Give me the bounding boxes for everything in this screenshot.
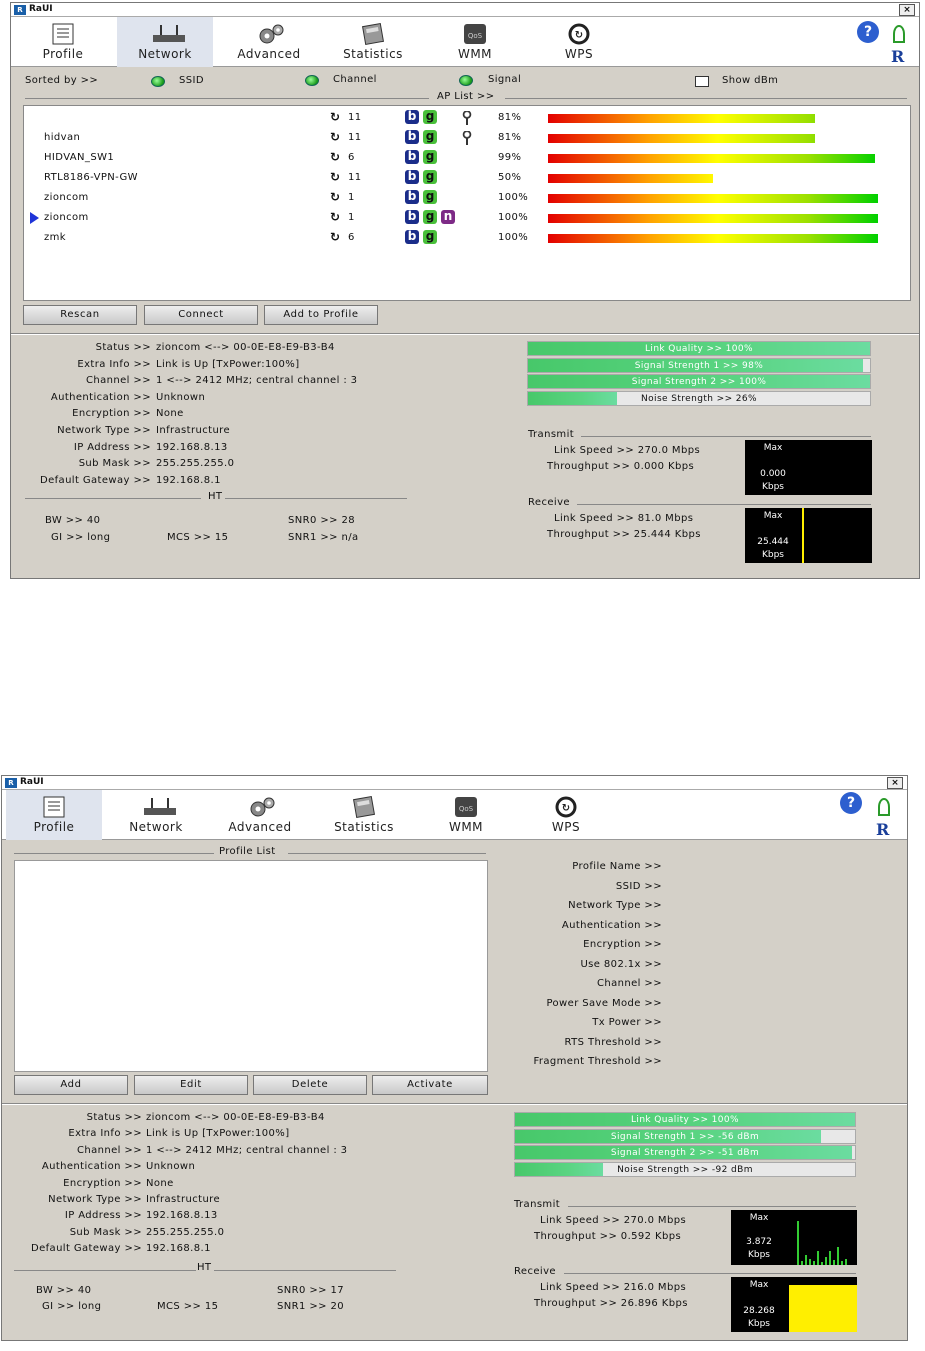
sort-ssid-label: SSID [179, 75, 204, 86]
qos-icon [461, 23, 489, 45]
tab-wmm[interactable] [418, 790, 514, 840]
rx-graph-unit: Kbps [747, 1319, 771, 1329]
section-separator [2, 1103, 907, 1105]
link-quality-meter [514, 1112, 856, 1127]
profile-icon [40, 796, 68, 818]
receive-divider [564, 1273, 856, 1274]
tab-label: Advanced [228, 820, 292, 834]
meter-label: Signal Strength 1 >> 98% [634, 360, 764, 371]
ap-list-row[interactable] [24, 108, 910, 128]
tab-wps[interactable] [531, 17, 627, 67]
tx-graph-bar [801, 1261, 803, 1265]
status-value: Link is Up [TxPower:100%] [146, 1128, 290, 1140]
channel-icon: ↻ [330, 110, 341, 124]
tx-graph-bar [845, 1259, 847, 1265]
ap-ssid: RTL8186-VPN-GW [44, 172, 138, 183]
sort-signal-label: Signal [488, 74, 522, 85]
ap-list-divider [505, 98, 907, 99]
close-button[interactable]: × [887, 777, 903, 789]
svg-text:QoS: QoS [458, 805, 474, 813]
channel-icon: ↻ [330, 150, 341, 164]
receive-title: Receive [528, 497, 570, 508]
gears-icon [246, 796, 274, 818]
rx-graph [745, 508, 872, 563]
selected-arrow-icon [30, 212, 39, 224]
ht-mcs: MCS >> 15 [167, 532, 229, 543]
mode-g-icon: g [423, 130, 437, 144]
window-title: RaUI [29, 4, 53, 14]
ht-divider [25, 498, 201, 499]
ap-signal: 99% [498, 152, 522, 163]
status-label: Sub Mask >> [69, 1226, 142, 1238]
signal-bar [548, 114, 815, 123]
status-label: Encryption >> [72, 408, 151, 420]
mode-b-icon: b [405, 130, 419, 144]
ht-snr1: SNR1 >> n/a [288, 532, 359, 543]
status-label: Authentication >> [50, 391, 151, 403]
window-title: RaUI [20, 777, 44, 787]
ap-signal: 100% [498, 192, 529, 203]
status-label: IP Address >> [64, 1210, 142, 1222]
tx-graph-max: Max [763, 443, 783, 453]
rx-graph-value: 25.444 [757, 537, 789, 547]
signal-strength-1-meter [527, 358, 871, 373]
mode-g-icon: g [423, 170, 437, 184]
channel-icon: ↻ [330, 190, 341, 204]
ap-signal: 50% [498, 172, 522, 183]
tx-graph-unit: Kbps [761, 482, 785, 492]
profile-icon [49, 23, 77, 45]
ht-title: HT [197, 1262, 212, 1273]
tab-statistics[interactable] [325, 17, 421, 67]
profile-field-label: Network Type >> [568, 900, 662, 911]
ap-ssid: HIDVAN_SW1 [44, 152, 115, 163]
tab-profile[interactable] [15, 17, 111, 67]
calculator-icon [359, 23, 387, 45]
show-dbm-label: Show dBm [722, 75, 779, 86]
mode-g-icon: g [423, 150, 437, 164]
profile-field-label: Use 802.1x >> [580, 958, 662, 970]
svg-text:↻: ↻ [561, 803, 571, 814]
mode-b-icon: b [405, 170, 419, 184]
meter-label: Signal Strength 1 >> -56 dBm [610, 1131, 760, 1142]
toolbar [2, 790, 907, 840]
ap-list[interactable] [23, 105, 911, 301]
signal-bar [548, 174, 713, 183]
profile-field-label: Authentication >> [561, 919, 662, 931]
signal-bar [548, 194, 878, 203]
profile-window [1, 775, 908, 1341]
mode-n-icon: n [441, 210, 455, 224]
status-value: 1 <--> 2412 MHz; central channel : 3 [146, 1144, 348, 1156]
status-value: Link is Up [TxPower:100%] [156, 358, 300, 370]
tab-profile[interactable] [6, 790, 102, 840]
status-label: Network Type >> [57, 425, 151, 436]
profile-list[interactable] [14, 860, 488, 1072]
channel-icon: ↻ [330, 170, 341, 184]
tab-label: Network [129, 820, 183, 834]
tx-graph-bar [829, 1251, 831, 1265]
ap-channel: 1 [348, 192, 355, 203]
gears-icon [255, 23, 283, 45]
ap-signal: 81% [498, 132, 522, 143]
tab-label: Profile [33, 820, 75, 834]
ap-ssid: zmk [44, 232, 66, 243]
tab-statistics[interactable] [316, 790, 412, 840]
delete-button[interactable]: Delete [253, 1075, 367, 1095]
meter-label: Noise Strength >> 26% [641, 394, 757, 405]
network-window [10, 2, 920, 579]
ht-bw: BW >> 40 [45, 515, 101, 526]
ap-signal: 100% [498, 232, 529, 243]
status-label: Authentication >> [41, 1161, 142, 1173]
sorted-by-label: Sorted by >> [25, 75, 99, 86]
tx-graph-value: 0.000 [760, 469, 786, 479]
tx-throughput: Throughput >> 0.000 Kbps [547, 461, 695, 472]
edit-button[interactable]: Edit [134, 1075, 248, 1095]
receive-divider [577, 504, 871, 505]
rx-throughput: Throughput >> 25.444 Kbps [547, 529, 701, 540]
tx-graph [731, 1210, 857, 1265]
ap-channel: 6 [348, 232, 355, 243]
add-to-profile-button[interactable]: Add to Profile [264, 305, 378, 325]
close-button[interactable]: × [899, 4, 915, 16]
tab-label: WPS [564, 47, 594, 61]
qos-icon [452, 796, 480, 818]
ap-list-title: AP List >> [437, 91, 495, 102]
title-bar [2, 776, 907, 790]
tab-advanced[interactable] [212, 790, 308, 840]
tab-wmm[interactable] [427, 17, 523, 67]
key-icon [462, 111, 472, 125]
mode-g-icon: g [423, 210, 437, 224]
status-label: Channel >> [77, 1144, 142, 1156]
status-value: Unknown [146, 1161, 196, 1173]
ap-ssid: zioncom [44, 192, 89, 203]
link-quality-meter [527, 341, 871, 356]
profile-list-divider [288, 853, 486, 854]
transmit-title: Transmit [528, 429, 575, 440]
status-value: Unknown [156, 391, 206, 403]
wps-icon [552, 796, 580, 818]
transmit-title: Transmit [514, 1199, 561, 1210]
tx-graph-bar [837, 1247, 839, 1265]
signal-strength-2-meter [514, 1145, 856, 1160]
profile-field-label: Channel >> [597, 978, 662, 989]
status-value: None [156, 408, 184, 420]
mode-b-icon: b [405, 110, 419, 124]
app-icon: R [5, 778, 17, 788]
status-label: Status >> [95, 342, 151, 353]
meter-label: Signal Strength 2 >> -51 dBm [610, 1148, 760, 1158]
tx-graph-bar [817, 1251, 819, 1265]
mode-g-icon: g [423, 230, 437, 244]
channel-icon: ↻ [330, 230, 341, 244]
ht-gi: GI >> long [51, 532, 111, 543]
sort-channel-radio[interactable] [305, 75, 319, 86]
status-value: 1 <--> 2412 MHz; central channel : 3 [156, 375, 358, 387]
tx-graph [745, 440, 872, 495]
app-icon: R [14, 5, 26, 15]
receive-title: Receive [514, 1266, 556, 1277]
tab-label: Profile [42, 47, 84, 61]
ht-mcs: MCS >> 15 [157, 1301, 219, 1312]
ht-snr0: SNR0 >> 28 [288, 515, 355, 526]
ht-gi: GI >> long [42, 1301, 102, 1312]
status-label: Network Type >> [48, 1194, 142, 1205]
toolbar [11, 17, 919, 67]
status-value: Infrastructure [156, 425, 231, 436]
ht-snr0: SNR0 >> 17 [277, 1285, 344, 1296]
status-value: None [146, 1177, 174, 1189]
tab-network[interactable] [108, 790, 204, 840]
router-icon [142, 796, 170, 818]
tab-label: WPS [551, 820, 581, 834]
tx-graph-max: Max [749, 1213, 769, 1223]
svg-text:QoS: QoS [467, 32, 483, 40]
status-label: Sub Mask >> [78, 458, 151, 470]
key-icon [462, 131, 472, 145]
tab-label: Network [138, 47, 192, 61]
tx-graph-unit: Kbps [747, 1250, 771, 1260]
status-value: 192.168.8.1 [146, 1243, 211, 1255]
profile-list-divider [14, 853, 214, 854]
meter-label: Link Quality >> 100% [631, 1115, 739, 1125]
signal-bar [548, 134, 815, 143]
tx-graph-bar [825, 1257, 827, 1265]
ap-list-row[interactable] [24, 188, 910, 208]
status-label: Default Gateway >> [39, 474, 151, 486]
tab-wps[interactable] [518, 790, 614, 840]
ap-channel: 1 [348, 212, 355, 223]
signal-strength-2-meter [527, 374, 871, 389]
tx-graph-bar [813, 1261, 815, 1265]
tab-label: Statistics [343, 47, 403, 61]
tx-graph-bar [833, 1260, 835, 1265]
status-value: Infrastructure [146, 1194, 221, 1205]
help-icon[interactable]: ? [857, 21, 879, 43]
transmit-divider [581, 436, 871, 437]
wps-icon [565, 23, 593, 45]
ap-list-row[interactable] [24, 168, 910, 188]
tx-throughput: Throughput >> 0.592 Kbps [534, 1231, 682, 1242]
rx-graph-max: Max [763, 511, 783, 521]
calculator-icon [350, 796, 378, 818]
signal-bar [548, 154, 875, 163]
sort-signal-radio[interactable] [459, 75, 473, 86]
rx-graph [731, 1277, 857, 1332]
tx-graph-bar [841, 1261, 843, 1265]
router-icon [151, 23, 179, 45]
mode-b-icon: b [405, 150, 419, 164]
show-dbm-checkbox[interactable] [695, 76, 709, 87]
tx-link-speed: Link Speed >> 270.0 Mbps [540, 1215, 687, 1226]
meter-label: Link Quality >> 100% [645, 344, 753, 354]
status-value: 255.255.255.0 [156, 458, 235, 470]
tab-network[interactable] [117, 17, 213, 67]
ap-list-row[interactable] [24, 128, 910, 148]
ap-list-row[interactable] [24, 228, 910, 248]
tx-graph-bar [821, 1262, 823, 1265]
ap-channel: 11 [348, 112, 362, 123]
tab-label: Statistics [334, 820, 394, 834]
mode-g-icon: g [423, 110, 437, 124]
ap-channel: 11 [348, 172, 362, 183]
channel-icon: ↻ [330, 130, 341, 144]
status-value: 255.255.255.0 [146, 1226, 225, 1238]
status-label: Extra Info >> [77, 358, 151, 370]
title-bar [11, 3, 919, 17]
ht-divider [14, 1270, 196, 1271]
status-label: Encryption >> [63, 1177, 142, 1189]
tx-graph-bar [805, 1255, 807, 1265]
profile-list-title: Profile List [219, 846, 276, 857]
status-label: IP Address >> [73, 441, 151, 453]
rx-graph-max: Max [749, 1280, 769, 1290]
noise-strength-meter [514, 1162, 856, 1177]
rx-throughput: Throughput >> 26.896 Kbps [534, 1298, 688, 1309]
mode-b-icon: b [405, 210, 419, 224]
status-label: Channel >> [86, 375, 151, 387]
status-value: 192.168.8.13 [146, 1210, 218, 1222]
tab-label: Advanced [237, 47, 301, 61]
ht-divider [225, 498, 407, 499]
noise-strength-meter [527, 391, 871, 406]
meter-label: Noise Strength >> -92 dBm [617, 1164, 753, 1175]
ap-signal: 81% [498, 112, 522, 123]
profile-field-label: Power Save Mode >> [546, 997, 662, 1009]
tab-label: WMM [448, 820, 484, 834]
ap-list-divider [25, 98, 429, 99]
ap-list-row[interactable] [24, 148, 910, 168]
add-button[interactable]: Add [14, 1075, 128, 1095]
rx-graph-value: 28.268 [743, 1306, 775, 1316]
ap-list-row[interactable] [24, 208, 910, 228]
meter-label: Signal Strength 2 >> 100% [631, 377, 767, 388]
profile-field-label: Tx Power >> [592, 1017, 662, 1028]
help-icon[interactable]: ? [840, 792, 862, 814]
profile-field-label: Encryption >> [583, 939, 662, 950]
status-label: Default Gateway >> [30, 1243, 142, 1255]
rx-link-speed: Link Speed >> 81.0 Mbps [554, 513, 694, 524]
ap-ssid: zioncom [44, 212, 89, 223]
tx-graph-bar [797, 1221, 799, 1265]
rx-link-speed: Link Speed >> 216.0 Mbps [540, 1282, 687, 1293]
ht-title: HT [208, 491, 223, 502]
mode-b-icon: b [405, 230, 419, 244]
status-value: 192.168.8.1 [156, 474, 221, 486]
ralink-logo: R [891, 47, 904, 66]
profile-field-label: Fragment Threshold >> [533, 1056, 662, 1067]
signal-bar [548, 214, 878, 223]
profile-field-label: RTS Threshold >> [564, 1036, 662, 1048]
rx-graph-line [802, 508, 804, 563]
tab-advanced[interactable] [221, 17, 317, 67]
ap-channel: 6 [348, 152, 355, 163]
rx-graph-unit: Kbps [761, 550, 785, 560]
mode-b-icon: b [405, 190, 419, 204]
tx-link-speed: Link Speed >> 270.0 Mbps [554, 445, 701, 456]
ap-signal: 100% [498, 212, 529, 223]
svg-text:↻: ↻ [574, 30, 584, 41]
sort-channel-label: Channel [333, 74, 377, 85]
ht-bw: BW >> 40 [36, 1285, 92, 1296]
mode-g-icon: g [423, 190, 437, 204]
status-value: 192.168.8.13 [156, 441, 228, 453]
rx-graph-fill [789, 1285, 857, 1332]
profile-field-label: SSID >> [615, 880, 662, 892]
status-label: Extra Info >> [68, 1128, 142, 1140]
ralink-logo: R [876, 820, 889, 839]
status-value: zioncom <--> 00-0E-E8-E9-B3-B4 [156, 342, 335, 353]
tab-label: WMM [457, 47, 493, 61]
sort-ssid-radio[interactable] [151, 76, 165, 87]
ht-snr1: SNR1 >> 20 [277, 1301, 344, 1312]
rescan-button[interactable]: Rescan [23, 305, 137, 325]
tx-graph-bar [809, 1259, 811, 1265]
tx-graph-value: 3.872 [746, 1237, 772, 1247]
status-value: zioncom <--> 00-0E-E8-E9-B3-B4 [146, 1112, 325, 1123]
channel-icon: ↻ [330, 210, 341, 224]
ht-divider [214, 1270, 396, 1271]
activate-button[interactable]: Activate [372, 1075, 488, 1095]
signal-strength-1-meter [514, 1129, 856, 1144]
section-separator [11, 333, 919, 335]
transmit-divider [568, 1206, 856, 1207]
signal-bar [548, 234, 878, 243]
connect-button[interactable]: Connect [144, 305, 258, 325]
ap-ssid: hidvan [44, 132, 81, 143]
profile-field-label: Profile Name >> [572, 861, 662, 872]
status-label: Status >> [86, 1112, 142, 1123]
ap-channel: 11 [348, 132, 362, 143]
